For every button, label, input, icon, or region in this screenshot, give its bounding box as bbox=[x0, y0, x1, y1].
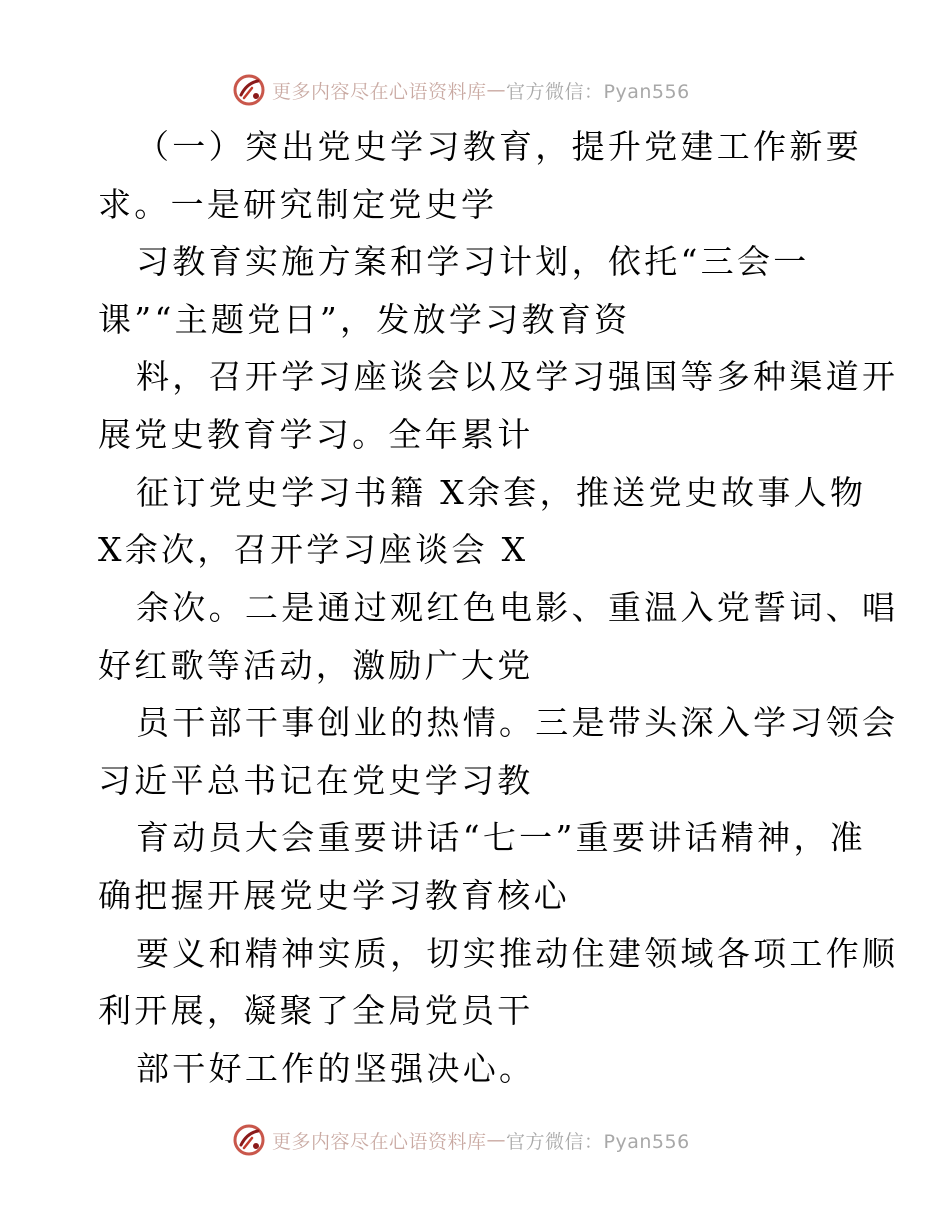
watermark-site-text: 更多内容尽在心语资料库 bbox=[272, 80, 487, 103]
text-line: （一）突出党史学习教育，提升党建工作新要 bbox=[136, 127, 862, 166]
text-line: 利开展，凝聚了全局党员干 bbox=[98, 991, 534, 1030]
text-line: 征订党史学习书籍 X余套，推送党史故事人物 bbox=[136, 473, 867, 512]
watermark-wechat-text: 官方微信：Pyan556 bbox=[506, 80, 690, 103]
text-line: 习近平总书记在党史学习教 bbox=[98, 761, 534, 800]
text-line: 课”“主题党日”，发放学习教育资 bbox=[98, 300, 631, 339]
text-line: 确把握开展党史学习教育核心 bbox=[98, 876, 570, 915]
text-line: 展党史教育学习。全年累计 bbox=[98, 415, 534, 454]
text-line: 部干好工作的坚强决心。 bbox=[136, 1049, 536, 1088]
text-line: 求。一是研究制定党史学 bbox=[98, 185, 498, 224]
watermark-dash: — bbox=[486, 1129, 507, 1151]
watermark-dash: — bbox=[486, 79, 507, 101]
text-line: 料，召开学习座谈会以及学习强国等多种渠道开 bbox=[136, 357, 899, 396]
footer-watermark bbox=[232, 1122, 690, 1158]
text-line: 育动员大会重要讲话“七一”重要讲话精神，准 bbox=[136, 818, 867, 857]
watermark-site-text: 更多内容尽在心语资料库 bbox=[272, 1130, 487, 1153]
text-line: X余次，召开学习座谈会 X bbox=[98, 530, 529, 569]
text-line: 要义和精神实质，切实推动住建领域各项工作顺 bbox=[136, 934, 899, 973]
brush-seal-logo-icon bbox=[232, 1123, 266, 1157]
text-line: 员干部干事创业的热情。三是带头深入学习领会 bbox=[136, 703, 899, 742]
text-line: 余次。二是通过观红色电影、重温入党誓词、唱 bbox=[136, 588, 899, 627]
watermark-wechat-text: 官方微信：Pyan556 bbox=[506, 1130, 690, 1153]
text-line: 好红歌等活动，激励广大党 bbox=[98, 646, 534, 685]
text-line: 习教育实施方案和学习计划，依托“三会一 bbox=[136, 242, 810, 281]
